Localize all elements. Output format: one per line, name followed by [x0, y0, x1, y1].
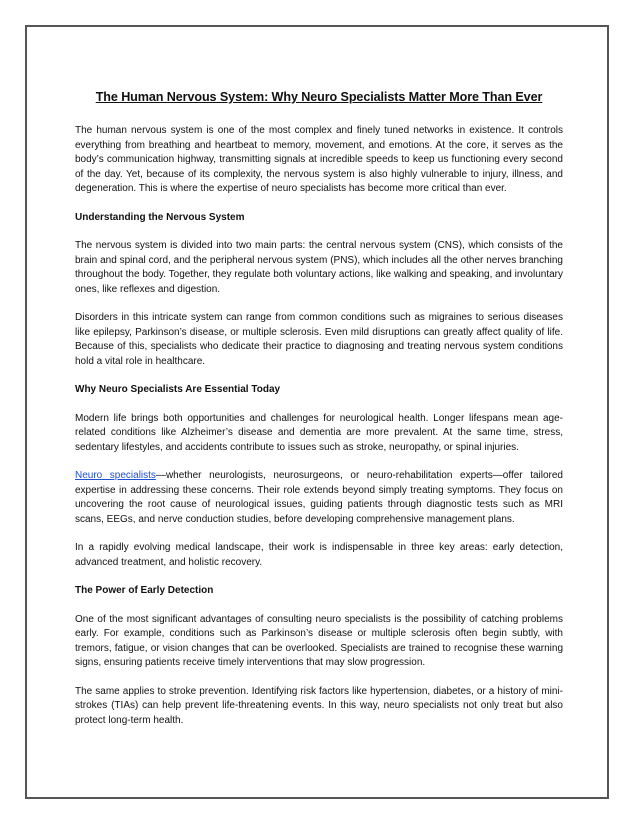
- section3-paragraph-2: The same applies to stroke prevention. Identifying risk factors like hypertension, diabetes, or a history of mini-strokes (TIAs) can help prevent life-threatening events. In this way, neuro specialists not only treat but also protect long-term health.: [75, 685, 563, 726]
- section-heading-early-detection: The Power of Early Detection: [75, 585, 214, 596]
- section2-paragraph-2-text: —whether neurologists, neurosurgeons, or neuro-rehabilitation experts—offer tailored expertise in addressing these concerns. Their role extends beyond simply treating symptoms. They focus on uncovering the root cause of neurological issues, guiding patients through diagnostic tests such as MRI scans, EEGs, and nerve conduction studies, before developing comprehensive management plans.: [75, 470, 563, 525]
- document-title: The Human Nervous System: Why Neuro Specialists Matter More Than Ever: [95, 90, 543, 104]
- section2-paragraph-1: Modern life brings both opportunities and challenges for neurological health. Longer lifespans mean age-related conditions like Alzheimer’s disease and dementia are more prevalent. At the same time, stress, sedentary lifestyles, and accidents contribute to issues such as stroke, neuropathy, or spinal injuries.: [75, 412, 563, 453]
- section-heading-why-essential: Why Neuro Specialists Are Essential Today: [75, 384, 281, 395]
- intro-paragraph: The human nervous system is one of the most complex and finely tuned networks in existence. It controls everything from breathing and heartbeat to memory, movement, and emotions. At the core, it serves as the body’s communication highway, transmitting signals at incredible speeds to keep us functioning every second of the day. Yet, because of its complexity, the nervous system is also highly vulnerable to injury, illness, and degeneration. This is where the expertise of neuro specialists has become more critical than ever.: [75, 125, 563, 194]
- section3-paragraph-1: One of the most significant advantages of consulting neuro specialists is the possibility of catching problems early. For example, conditions such as Parkinson’s disease or multiple sclerosis often begin subtly, with tremors, fatigue, or vision changes that can be overlooked. Specialists are trained to recognise these warning signs, ensuring patients receive timely interventions that may slow progression.: [75, 613, 563, 668]
- section2-paragraph-3: In a rapidly evolving medical landscape, their work is indispensable in three key areas: early detection, advanced treatment, and holistic recovery.: [75, 542, 563, 568]
- section1-paragraph-1: The nervous system is divided into two main parts: the central nervous system (CNS), which consists of the brain and spinal cord, and the peripheral nervous system (PNS), which includes all the other nerves branching throughout the body. Together, they regulate both voluntary actions, like walking and speaking, and involuntary ones, like reflexes and digestion.: [75, 240, 563, 295]
- section-heading-understanding: Understanding the Nervous System: [75, 211, 245, 223]
- section1-paragraph-2: Disorders in this intricate system can range from common conditions such as migraines to serious diseases like epilepsy, Parkinson’s disease, or multiple sclerosis. Even mild disruptions can greatly affect quality of life. Because of this, specialists who dedicate their practice to diagnosing and treating nervous system conditions hold a vital role in healthcare.: [75, 312, 563, 367]
- section2-paragraph-2: [75, 469, 563, 527]
- neuro-specialists-link[interactable]: Neuro specialists: [75, 470, 156, 481]
- document-body: [75, 89, 563, 742]
